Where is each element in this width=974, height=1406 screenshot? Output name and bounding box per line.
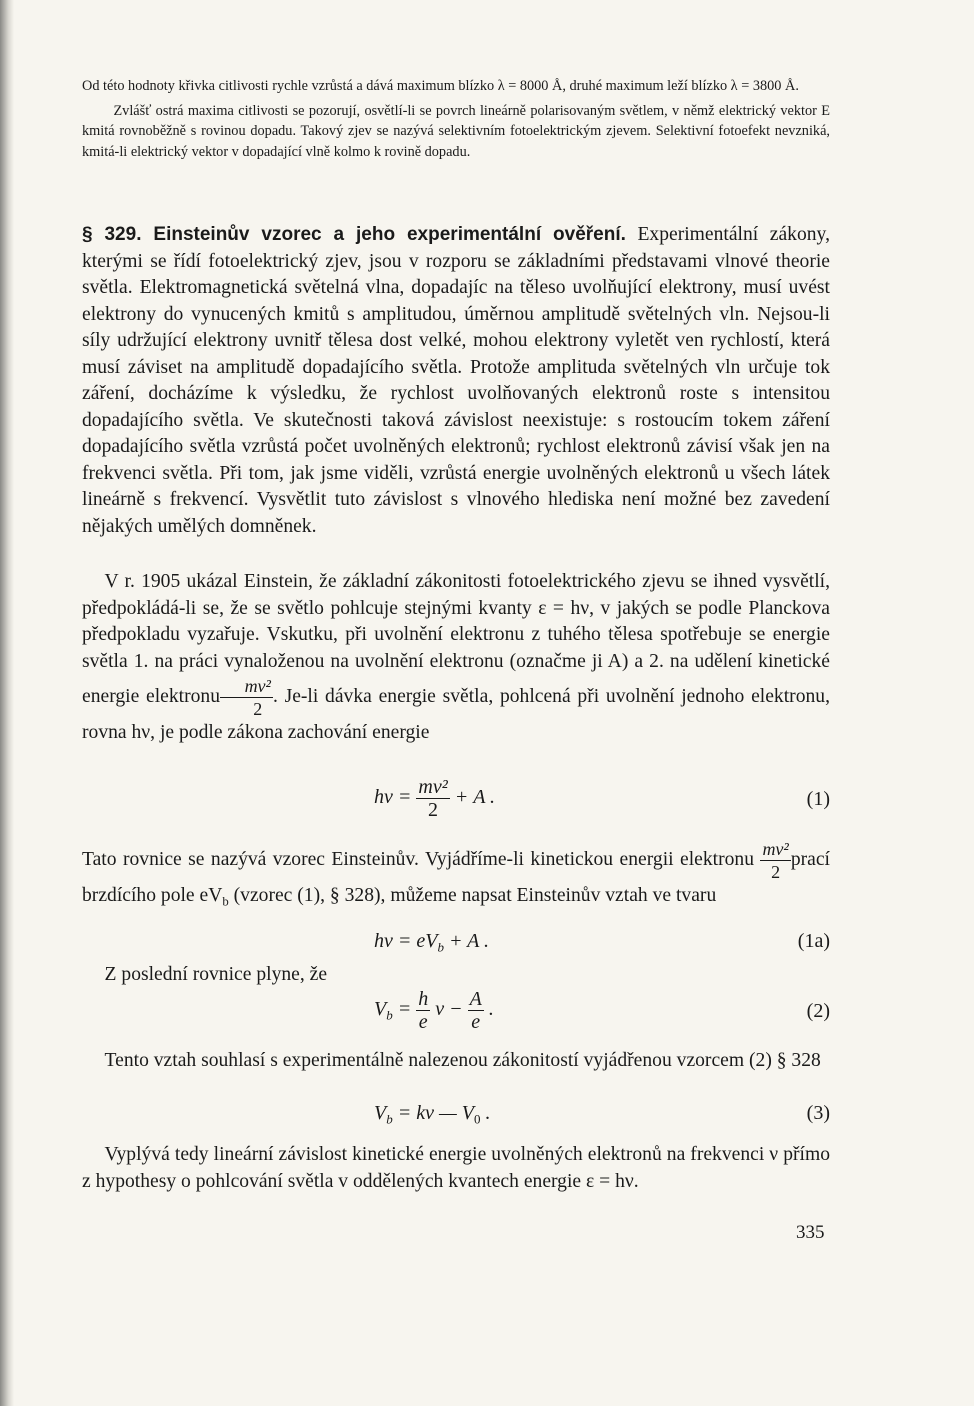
equation-1a: $h\nu = eV_b + A$ . (1a) (374, 930, 830, 955)
section-paragraph-6: Vyplývá tedy lineární závislost kinetické energie uvolněných elektronů na frekvenci ν přímo z hypothesy o pohlcování světla v oddělených kvantech energie ε = hν. (82, 1144, 830, 1192)
section-heading: § 329. Einsteinův vzorec a jeho experimentální ověření. (82, 224, 626, 245)
section-paragraph-2 (82, 569, 830, 747)
section-body (82, 222, 830, 540)
equation-1: hν = $\frac{\text{mv²}}{2}$ + A . (1) (374, 776, 830, 821)
equation-3: $V_b = k\nu$ — $V_0$ . (3) (374, 1102, 830, 1127)
intro-paragraph-2: Zvlášť ostrá maxima citlivosti se pozorují, osvětlí-li se povrch lineárně polarisovaným světlem, v němž elektrický vektor E kmitá rovnoběžně s rovinou dopadu. Takový zjev se nazývá selektivním fotoelektrickým zjevem. Selektivní fotoefekt nevzniká, kmitá-li elektrický vektor v dopadající vlně kolmo k rovině dopadu. (82, 102, 830, 160)
kinetic-energy-fraction: $\frac{\text{mv²}}{2}$ (220, 675, 273, 720)
intro-text (82, 76, 830, 162)
kinetic-energy-fraction-2: $\frac{\text{mv²}}{2}$ (762, 839, 789, 882)
section-paragraph-1-text: Experimentální zákony, kterými se řídí fotoelektrický zjev, jsou v rozporu se základními představami vlnové theorie světla. Elektromagnetická světelná vlna, dopadajíc na těleso uvolňující elektrony, musí uvést elektrony do vynucených kmitů s amplitudou, úměrnou amplitudě světelných vln. Nejsou-li síly udržující elektrony uvnitř tělesa dost velké, mohou elektrony vyletět ven rychlostí, která musí záviset na amplitudě dopadajícího světla. Protože amplituda světelných vln určuje tok záření, docházíme k výsledku, že rychlost uvolňovaných elektronů roste s intensitou dopadajícího světla. Ve skutečnosti taková závislost neexistuje: s rostoucím tokem záření dopadajícího světla vzrůstá počet uvolněných elektronů; rychlost elektronů závisí však jen na frekvenci světla. Při tom, jak jsme viděli, vzrůstá energie uvolněných elektronů u všech látek lineárně s frekvencí. Vysvětlit tuto závislost s vlnového hlediska není možné bez zavedení nějakých umělých domněnek. (82, 224, 830, 537)
section-paragraph-1 (82, 222, 830, 540)
equation-3-number: (3) (806, 1102, 830, 1124)
equation-1a-number: (1a) (797, 930, 830, 952)
equation-1-number: (1) (806, 788, 830, 810)
equation-2-number: (2) (806, 1000, 830, 1022)
page-edge-shadow (0, 0, 14, 1406)
section-paragraph-4: Z poslední rovnice plyne, že (104, 964, 328, 985)
section-paragraph-5: Tento vztah souhlasí s experimentálně nalezenou zákonitostí vyjádřenou vzorcem (2) § 328 (104, 1050, 821, 1071)
paragraph-2-text-b: . Je-li dávka energie světla, pohlcená při uvolnění jednoho elektronu, rovna hν, je podle zákona zachování energie (82, 686, 830, 743)
paragraph-2-text-a: V r. 1905 ukázal Einstein, že základní zákonitosti fotoelektrického zjevu se ihned vysvětlí, předpokládá-li se, že se světlo pohlcuje stejnými kvanty ε = hν, v jakých se podle Planckova předpokladu vyzařuje. Vskutku, při uvolnění elektronu z tuhého tělesa spotřebuje se energie světla 1. na práci vynaloženou na uvolnění elektronu (označme ji A) a 2. na udělení kinetické energie elektronu (82, 571, 830, 707)
page-number: 335 (796, 1222, 825, 1243)
intro-paragraph-1: Od této hodnoty křivka citlivosti rychle vzrůstá a dává maximum blízko λ = 8000 Å, druhé maximum leží blízko λ = 3800 Å. (82, 78, 799, 94)
equation-2: $V_b$ = $\frac{h}{e}$ ν − $\frac{A}{e}$ . (2) (374, 988, 830, 1033)
section-paragraph-3: Tato rovnice se nazývá vzorec Einsteinův. Vyjádříme-li kinetickou energii elektronu $\frac{\text{mv²}}{2}$ prací brzdícího pole $eV_b$ (vzorec (1), § 328), můžeme napsat Einsteinův vztah ve tvaru (82, 839, 830, 909)
